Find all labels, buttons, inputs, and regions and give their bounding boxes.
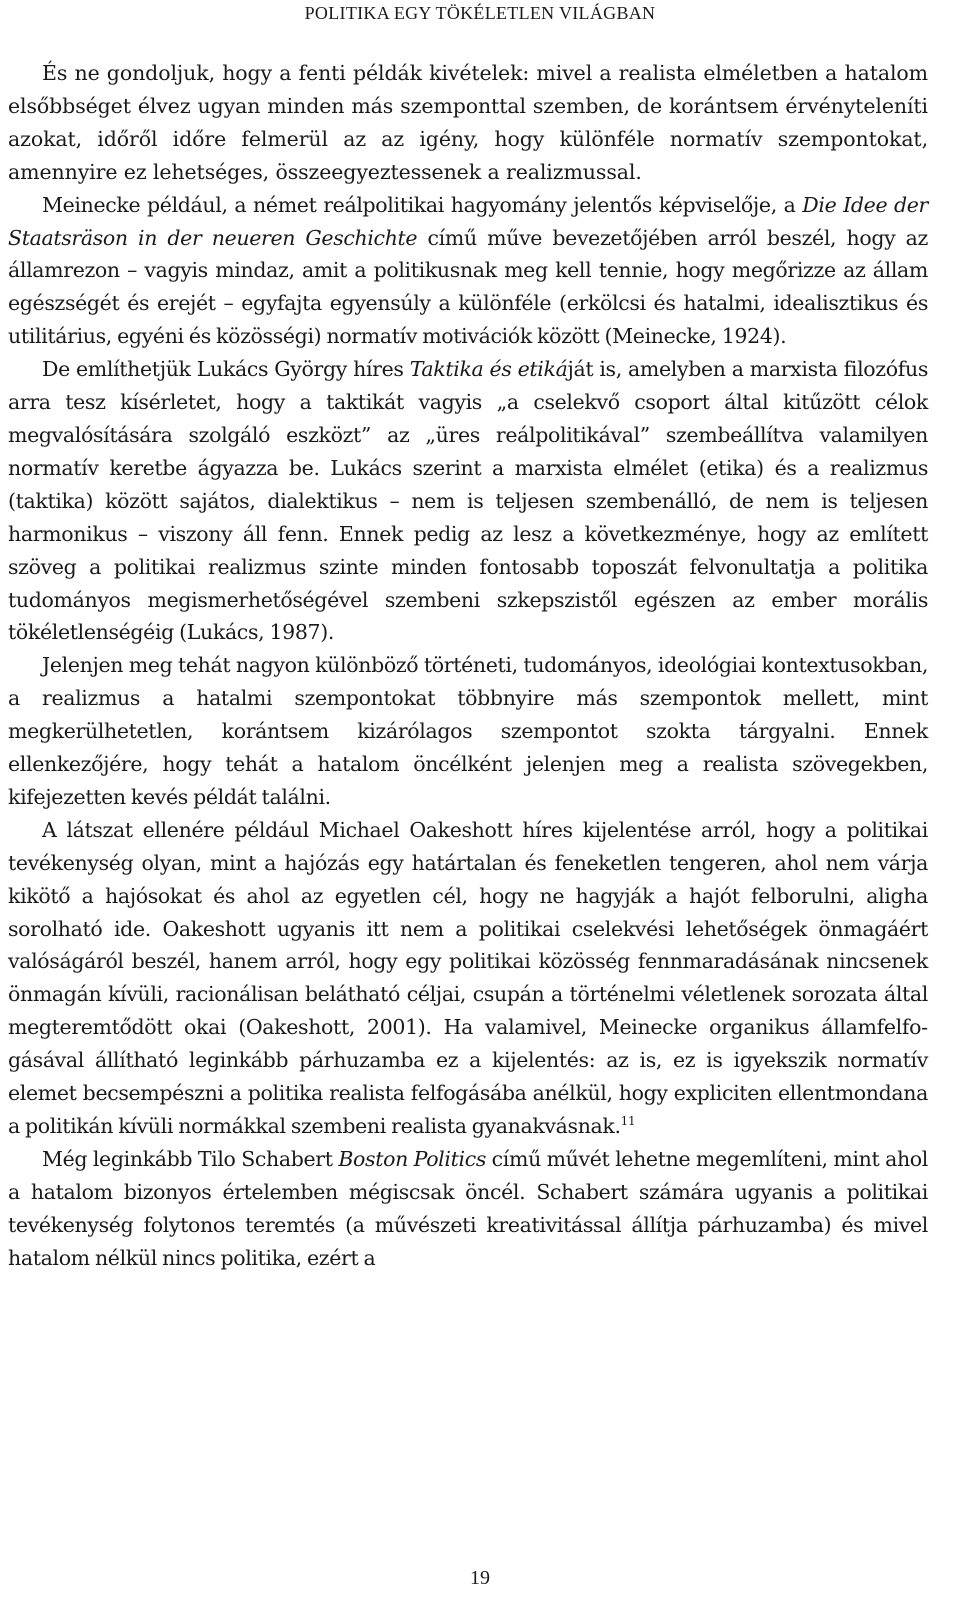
paragraph-6 — [8, 1143, 928, 1275]
body-text — [8, 57, 928, 1275]
paragraph-1 — [8, 57, 928, 189]
paragraph-3-text-a: De említhetjük Lukács György híres — [42, 357, 410, 382]
book-title-staatsrason: Die Idee der Staatsräson in der neueren Geschichte — [8, 192, 928, 250]
paragraph-3-text-b: ját is, amelyben a marxista filozófus arra tesz kísérletet, hogy a taktikát vagyis „a cselekvő csoport által kitűzött célok megvalósítására szolgáló eszközt” az „üres reálpolitikával” szembeállítva valamilyen normatív keretbe ágyazza be. Lukács szerint a marxista elmélet (etika) és a realizmus (taktika) között sajátos, dialektikus – nem is teljesen szembenálló, de nem is teljesen harmonikus – viszony áll fenn. Ennek pedig az lesz a következménye, hogy az említett szöveg a politikai realizmus szinte minden fontosabb toposzát felvonultatja a politika tudományos megismerhetőségével szembeni szkepszistől egészen az ember morális tökéletlenségéig (Lukács, 1987). — [8, 357, 928, 645]
paragraph-6-text-a: Még leginkább Tilo Schabert — [42, 1146, 339, 1171]
paragraph-3 — [8, 353, 928, 649]
book-title-taktika: Taktika és etiká — [409, 357, 568, 382]
paragraph-5-text: A látszat ellenére például Michael Oakeshott híres kijelentése arról, hogy a politikai tevékenység olyan, mint a hajózás egy határtalan és feneketlen tengeren, ahol nem várja kikötő a hajósokat és ahol az egyetlen cél, hogy ne hagyják a hajót felborulni, aligha sorolható ide. Oakeshott ugyanis itt nem a politikai cselekvési lehetőségek önmagáért valóságáról beszél, hanem arról, hogy egy politikai közösség fennmaradásának nincsenek önmagán kívüli, racionálisan belátható céljai, csupán a történelmi véletlenek sorozata által megteremtődött okai (Oakeshott, 2001). Ha valamivel, Meinecke organikus államfelfogásával állítható leginkább párhuzamba ez a kijelentés: az is, ez is igyekszik normatív elemet becsempészni a politika realista felfogásába anélkül, hogy expliciten ellentmondana a politikán kívüli normákkal szembeni realista gyanakvásnak. — [8, 817, 928, 1138]
paragraph-4-text: Jelenjen meg tehát nagyon különböző történeti, tudományos, ideológiai kontextusokban, a realizmus a hatalmi szempontokat többnyire más szempontok mellett, mint megkerülhetetlen, korántsem kizárólagos szempontot szokta tárgyalni. Ennek ellenkezőjére, hogy tehát a hatalom öncélként jelenjen meg a realista szövegekben, kifejezetten kevés példát találni. — [8, 653, 928, 809]
book-title-boston-politics: Boston Politics — [338, 1146, 486, 1171]
page-number: 19 — [470, 1567, 490, 1589]
running-head: POLITIKA EGY TÖKÉLETLEN VILÁGBAN — [304, 3, 656, 23]
paragraph-6-text-b: című művét lehetne megemlíteni, mint ahol a hatalom bizonyos értelemben mégiscsak öncél. Schabert számára ugyanis a politikai tevékenység folytonos teremtés (a művészeti kreativitással állítja párhuzamba) és mivel hatalom nélkül nincs politika, ezért a — [8, 1146, 928, 1270]
paragraph-1-text: És ne gondoljuk, hogy a fenti példák kivételek: mivel a realista elméletben a hatalom elsőbbséget élvez ugyan minden más szemponttal szemben, de korántsem érvényteleníti azokat, időről időre felmerül az az igény, hogy különféle normatív szempontokat, amennyire ez lehetséges, összeegyeztessenek a realizmussal. — [8, 61, 928, 184]
paragraph-5 — [8, 814, 928, 1143]
paragraph-4 — [8, 649, 928, 814]
footnote-marker-11[interactable]: 11 — [620, 1114, 636, 1129]
paragraph-2 — [8, 189, 928, 354]
paragraph-2-text-a: Meinecke például, a német reálpolitikai hagyomány jelentős képviselője, a — [42, 192, 803, 217]
paragraph-2-text-b: című műve bevezetőjében arról beszél, hogy az államrezon – vagyis mindaz, amit a politikusnak meg kell tennie, hogy megőrizze az állam egészségét és erejét – egyfajta egyensúly a különféle (erkölcsi és hatalmi, idealisztikus és utilitárius, egyéni és közösségi) normatív motivációk között (Meinecke, 1924). — [8, 225, 928, 349]
